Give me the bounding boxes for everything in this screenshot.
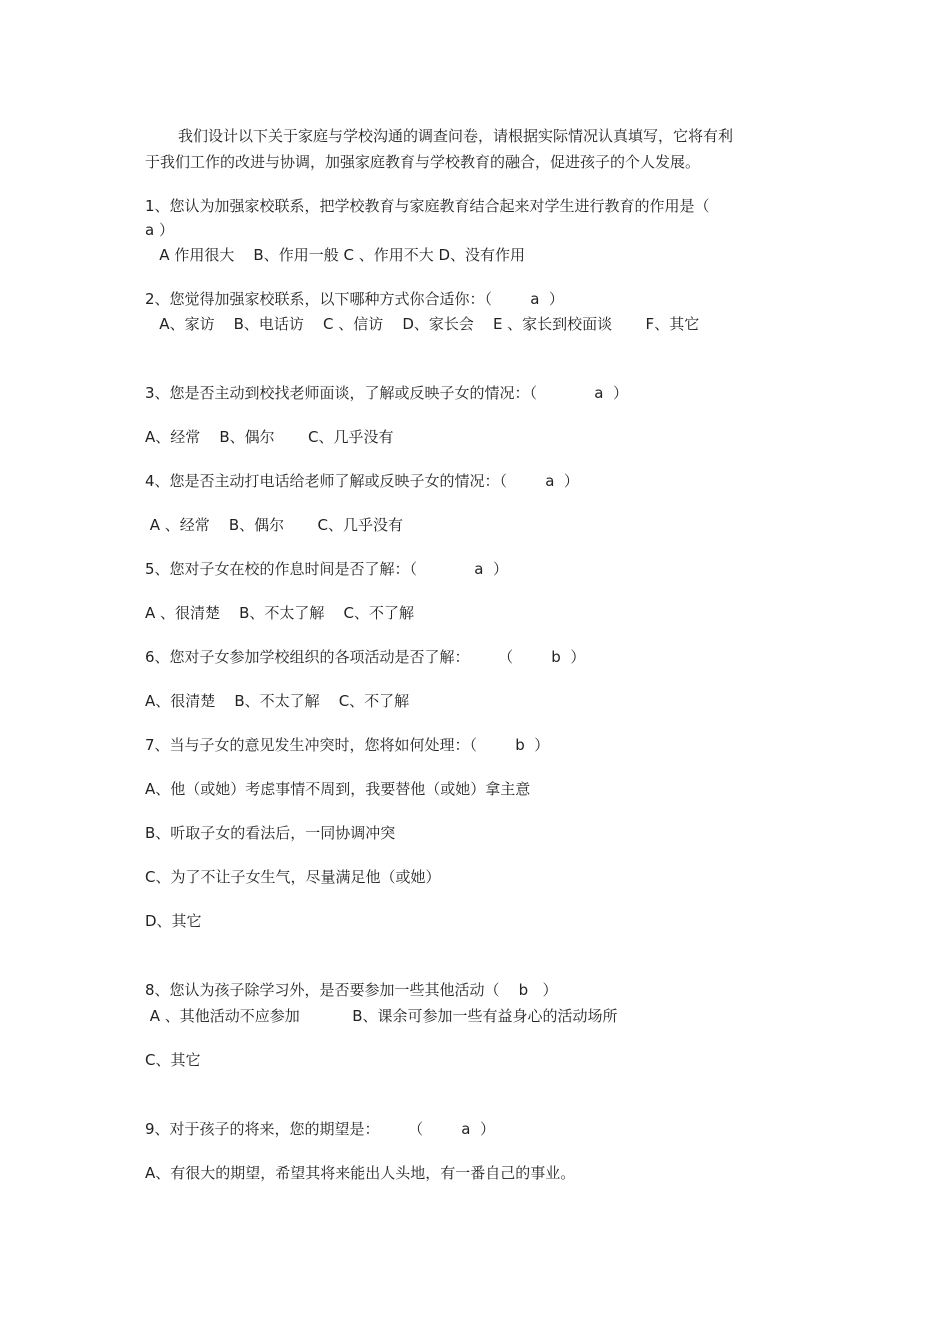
question-1-options: A 作用很大 B、作用一般 C 、作用不大 D、没有作用 [145,246,526,264]
question-7-option-d: D、其它 [145,912,202,930]
question-1: 1、您认为加强家校联系，把学校教育与家庭教育结合起来对学生进行教育的作用是（ [145,197,710,215]
question-2: 2、您觉得加强家校联系，以下哪种方式你合适你：（ a ） [145,290,564,308]
question-7-option-a: A、他（或她）考虑事情不周到，我要替他（或她）拿主意 [145,780,531,798]
question-8-options-ab: A 、其他活动不应参加 B、课余可参加一些有益身心的活动场所 [145,1007,618,1025]
question-4-options: A 、经常 B、偶尔 C、几乎没有 [145,516,404,534]
intro-line-2: 于我们工作的改进与协调，加强家庭教育与学校教育的融合，促进孩子的个人发展。 [145,153,701,171]
question-6: 6、您对子女参加学校组织的各项活动是否了解： （ b ） [145,648,586,666]
question-7-option-c: C、为了不让子女生气，尽量满足他（或她） [145,868,441,886]
question-8-option-c: C、其它 [145,1051,201,1069]
question-3-options: A、经常 B、偶尔 C、几乎没有 [145,428,394,446]
question-9: 9、对于孩子的将来，您的期望是： （ a ） [145,1120,496,1138]
question-8: 8、您认为孩子除学习外，是否要参加一些其他活动（ b ） [145,981,558,999]
question-5-options: A 、很清楚 B、不太了解 C、不了解 [145,604,414,622]
question-1-answer: a ） [145,221,174,239]
question-7: 7、当与子女的意见发生冲突时，您将如何处理：（ b ） [145,736,550,754]
question-4: 4、您是否主动打电话给老师了解或反映子女的情况：（ a ） [145,472,579,490]
question-2-options: A、家访 B、电话访 C 、信访 D、家长会 E 、家长到校面谈 F、其它 [145,315,700,333]
question-6-options: A、很清楚 B、不太了解 C、不了解 [145,692,410,710]
question-3: 3、您是否主动到校找老师面谈，了解或反映子女的情况：（ a ） [145,384,628,402]
question-7-option-b: B、听取子女的看法后，一同协调冲突 [145,824,396,842]
intro-line-1: 我们设计以下关于家庭与学校沟通的调查问卷，请根据实际情况认真填写，它将有利 [178,127,734,145]
question-9-option-a: A、有很大的期望，希望其将来能出人头地，有一番自己的事业。 [145,1164,576,1182]
question-5: 5、您对子女在校的作息时间是否了解：（ a ） [145,560,508,578]
